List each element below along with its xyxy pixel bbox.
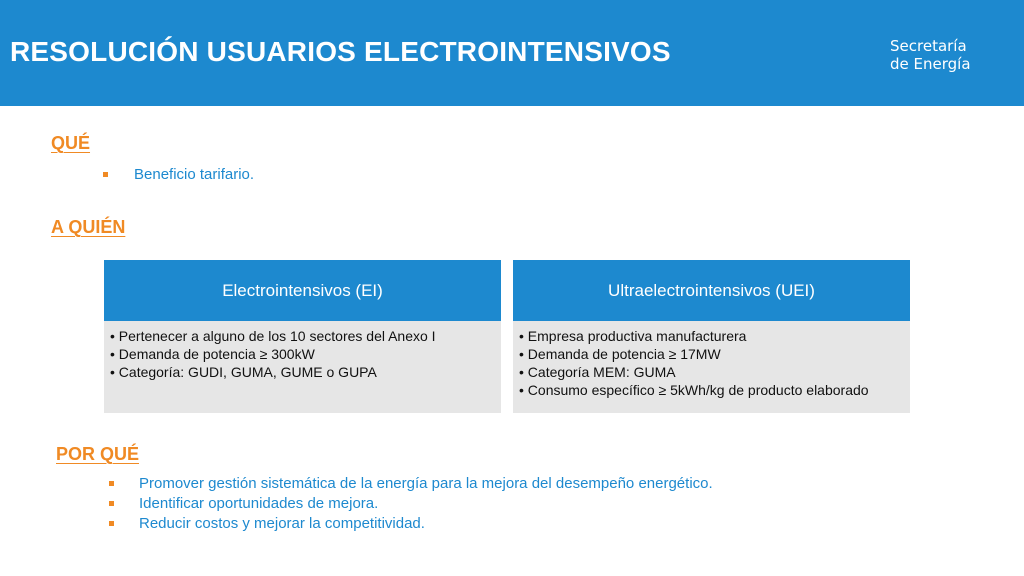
card-body	[104, 321, 501, 381]
por-que-item: Identificar oportunidades de mejora.	[139, 495, 379, 512]
card-header: Electrointensivos (EI)	[104, 260, 501, 321]
card-item: • Consumo específico ≥ 5kWh/kg de producto elaborado	[519, 382, 869, 398]
card-item: • Empresa productiva manufacturera	[519, 328, 747, 344]
bullet-square-icon	[103, 172, 108, 177]
card-item: • Demanda de potencia ≥ 17MW	[519, 346, 721, 362]
card-body	[513, 321, 910, 399]
section-title-por-que: POR QUÉ	[56, 444, 140, 464]
card-header: Ultraelectrointensivos (UEI)	[513, 260, 910, 321]
section-title-a-quien: A QUIÉN	[51, 217, 126, 237]
por-que-item: Reducir costos y mejorar la competitividad.	[139, 515, 425, 532]
por-que-item: Promover gestión sistemática de la energía para la mejora del desempeño energético.	[139, 475, 713, 492]
section-title-que: QUÉ	[51, 133, 91, 153]
card-ultraelectrointensivos	[513, 260, 910, 413]
brand-logo	[890, 37, 971, 73]
page-title: RESOLUCIÓN USUARIOS ELECTROINTENSIVOS	[10, 36, 671, 67]
bullet-square-icon	[109, 501, 114, 506]
card-item: • Demanda de potencia ≥ 300kW	[110, 346, 315, 362]
card-item: • Categoría MEM: GUMA	[519, 364, 676, 380]
bullet-square-icon	[109, 521, 114, 526]
header-bar	[0, 0, 1024, 106]
que-item: Beneficio tarifario.	[134, 166, 255, 183]
brand-line-1: Secretaría	[890, 37, 967, 55]
card-electrointensivos	[104, 260, 501, 413]
card-item: • Categoría: GUDI, GUMA, GUME o GUPA	[110, 364, 377, 380]
bullet-square-icon	[109, 481, 114, 486]
brand-line-2: de Energía	[890, 55, 971, 73]
card-item: • Pertenecer a alguno de los 10 sectores del Anexo I	[110, 328, 436, 344]
